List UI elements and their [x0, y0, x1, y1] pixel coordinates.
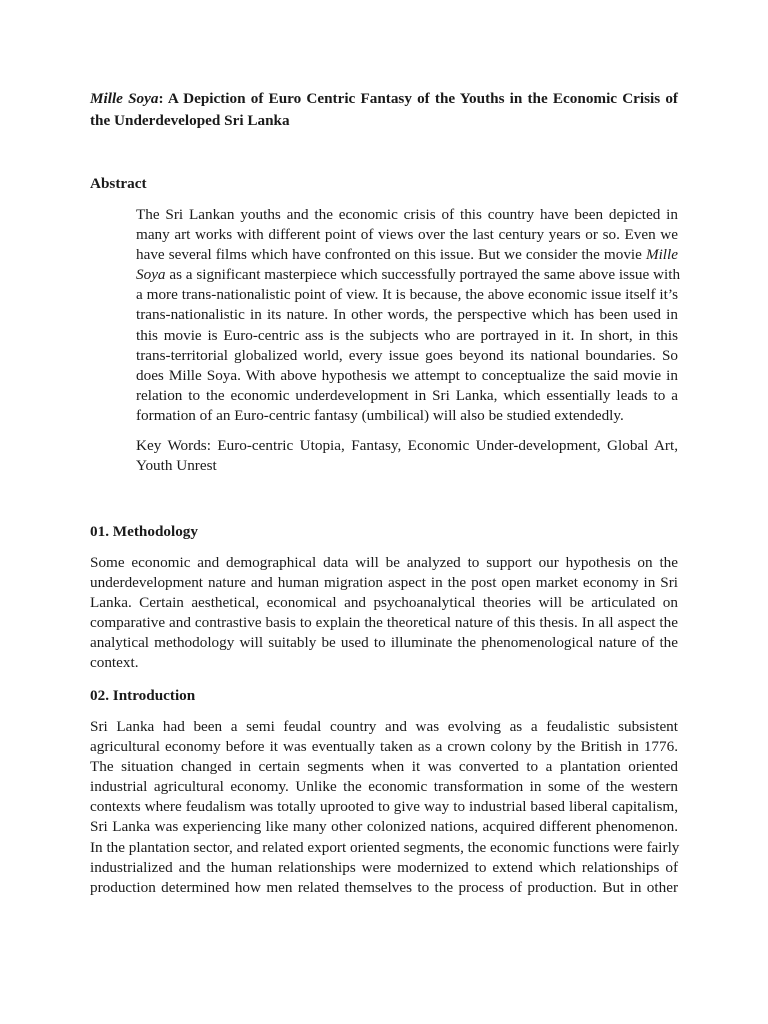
abstract-line: does Mille Soya. With above hypothesis we attempt to conceptualize the said movie in [136, 366, 678, 384]
abstract-line-3-text: have several films which have confronted on this issue. But we consider the movie [136, 246, 646, 264]
keywords-line-1: Key Words: Euro-centric Utopia, Fantasy, Economic Under-development, Global Art, [136, 437, 678, 454]
methodology-line: Some economic and demographical data will be analyzed to support our hypothesis on the [90, 554, 678, 571]
introduction-line: industrialized and the human relationships were modernized to extend which relationships of [90, 858, 678, 876]
introduction-line: Sri Lanka was experiencing like many other colonized nations, acquired different phenomenon. [90, 818, 678, 836]
abstract-line: a more trans-nationalistic point of view. It is because, the above economic issue itself it’s [136, 286, 678, 304]
keywords-line-2: Youth Unrest [136, 457, 217, 475]
abstract-body [136, 205, 681, 426]
introduction-body [90, 717, 678, 898]
methodology-line: underdevelopment nature and human migration aspect in the post open market economy in Sri [90, 574, 678, 592]
introduction-line: Sri Lanka had been a semi feudal country and was evolving as a feudalistic subsistent [90, 718, 678, 735]
title-italic: Mille Soya [90, 90, 159, 107]
methodology-line: Lanka. Certain aesthetical, economical and psychoanalytical theories will be articulated on [90, 594, 678, 612]
abstract-line: many art works with different point of views over the last century years or so. Even we [136, 226, 678, 244]
abstract-line: this movie is Euro-centric ass is the subjects who are portrayed in it. In short, in this [136, 326, 678, 344]
introduction-heading: 02. Introduction [90, 687, 196, 704]
abstract-line [136, 245, 678, 265]
introduction-line: The situation changed in certain segments when it was converted to a plantation oriented [90, 758, 678, 776]
abstract-line: trans-nationalistic in its nature. In other words, the perspective which has been used in [136, 306, 678, 324]
abstract-italic-soya: Soya [136, 266, 166, 284]
paper-title [90, 88, 678, 132]
abstract-line: relation to the economic underdevelopment in Sri Lanka, which essentially leads to a [136, 386, 678, 404]
methodology-line: comparative and contrastive basis to explain the theoretical nature of this thesis. In all aspect the [90, 614, 678, 632]
title-line-1: : A Depiction of Euro Centric Fantasy of the Youths in the Economic Crisis of [158, 90, 678, 107]
methodology-line: analytical methodology will suitably be used to illuminate the phenomenological nature of the [90, 634, 678, 652]
abstract-line: The Sri Lankan youths and the economic crisis of this country have been depicted in [136, 206, 678, 223]
methodology-body [90, 553, 678, 674]
keywords [136, 436, 678, 476]
abstract-line-4-text: as a significant masterpiece which successfully portrayed the same above issue with [165, 266, 681, 284]
introduction-line: production determined how men related themselves to the process of production. But in other [90, 878, 678, 896]
methodology-heading: 01. Methodology [90, 523, 198, 540]
abstract-line: formation of an Euro-centric fantasy (umbilical) will also be studied extendedly. [136, 406, 624, 424]
introduction-line: agricultural economy before it was eventually taken as a crown colony by the British in 1776. [90, 738, 678, 756]
introduction-line: In the plantation sector, and related export oriented segments, the economic functions were fairly [90, 838, 680, 856]
title-line-2: the Underdeveloped Sri Lanka [90, 112, 290, 129]
abstract-line [136, 265, 681, 285]
abstract-heading: Abstract [90, 175, 147, 192]
methodology-line: context. [90, 654, 139, 672]
abstract-italic-mille: Mille [645, 246, 678, 264]
introduction-line: contexts where feudalism was totally uprooted to give way to industrial based liberal capitalism, [90, 798, 678, 816]
introduction-line: industrial agricultural economy. Unlike the economic transformation in some of the western [90, 778, 678, 796]
abstract-line: trans-territorial globalized world, every issue goes beyond its national boundaries. So [136, 346, 678, 364]
